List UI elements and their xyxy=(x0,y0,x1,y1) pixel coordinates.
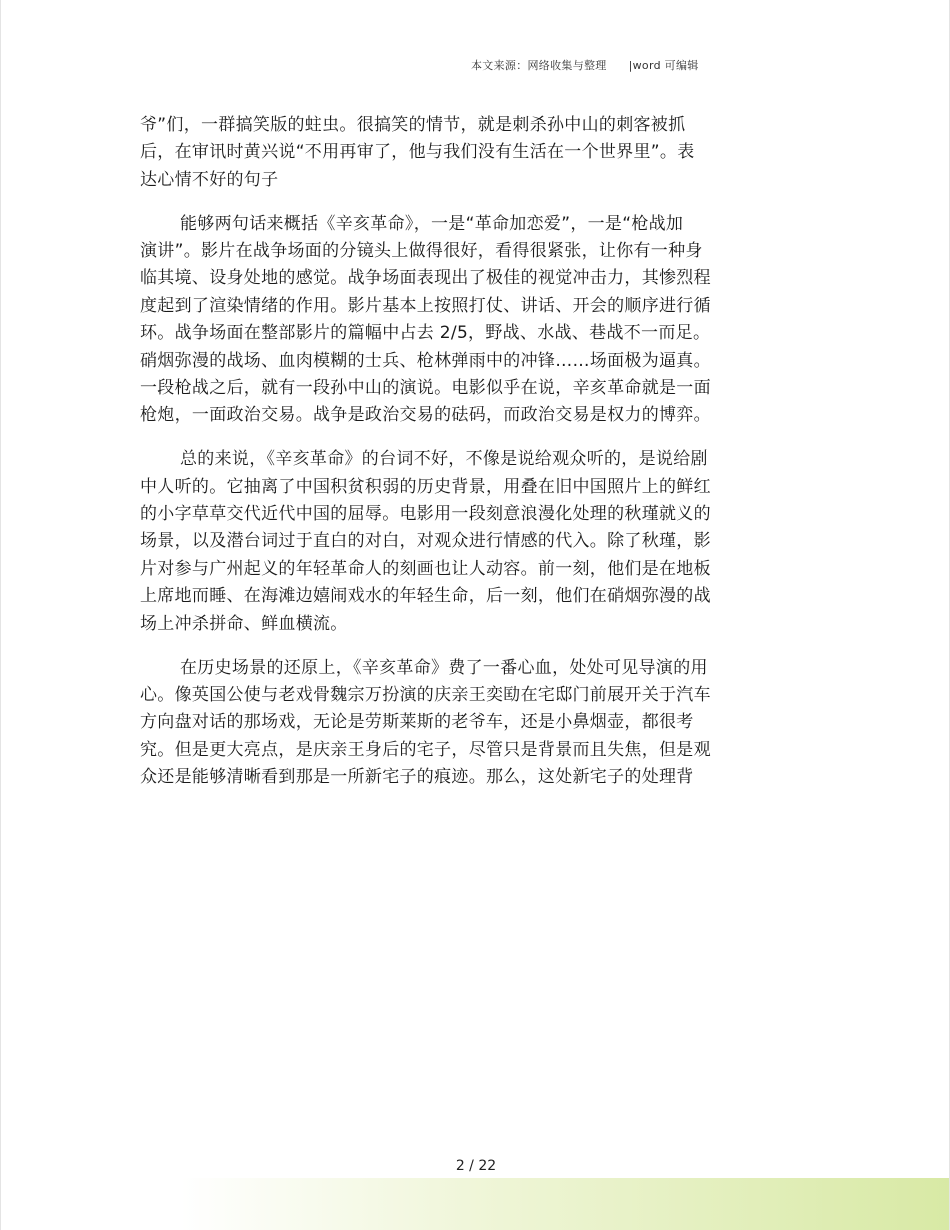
page-header xyxy=(471,57,699,73)
text-line: 心。像英国公使与老戏骨魏宗万扮演的庆亲王奕劻在宅邸门前展开关于汽车 xyxy=(140,684,711,705)
text-line: 爷”们，一群搞笑版的蛀虫。很搞笑的情节，就是刺杀孙中山的刺客被抓 xyxy=(140,115,686,135)
text-line: 众还是能够清晰看到那是一所新宅子的痕迹。那么，这处新宅子的处理背 xyxy=(140,767,694,788)
text-line: 场上冲杀拼命、鲜血横流。 xyxy=(140,613,348,634)
text-line: 临其境、设身处地的感觉。战争场面表现出了极佳的视觉冲击力，其惨烈程 xyxy=(140,268,711,289)
header-edit-note: |word 可编辑 xyxy=(628,59,699,72)
text-line: 一段枪战之后，就有一段孙中山的演说。电影似乎在说，辛亥革命就是一面 xyxy=(140,378,711,399)
text-line: 中人听的。它抽离了中国积贫积弱的历史背景，用叠在旧中国照片上的鲜红 xyxy=(140,476,711,497)
text-line: 片对参与广州起义的年轻革命人的刻画也让人动容。前一刻，他们是在地板 xyxy=(140,558,711,579)
paragraph xyxy=(140,655,780,792)
text-line: 枪炮，一面政治交易。战争是政治交易的砝码，而政治交易是权力的博弈。 xyxy=(140,405,711,426)
text-line: 度起到了渲染情绪的作用。影片基本上按照打仗、讲话、开会的顺序进行循 xyxy=(140,295,711,316)
paragraph xyxy=(140,112,780,194)
text-line: 后，在审讯时黄兴说“不用再审了，他与我们没有生活在一个世界里”。表 xyxy=(140,142,695,163)
text-line: 方向盘对话的那场戏，无论是劳斯莱斯的老爷车，还是小鼻烟壶，都很考 xyxy=(140,712,694,733)
text-line: 达心情不好的句子 xyxy=(140,169,279,190)
header-source: 本文来源：网络收集与整理 xyxy=(471,59,607,72)
paragraph xyxy=(140,446,780,638)
text-line: 在历史场景的还原上，《辛亥革命》费了一番心血，处处可见导演的用 xyxy=(180,657,708,678)
text-line: 硝烟弥漫的战场、血肉模糊的士兵、枪林弹雨中的冲锋……场面极为逼真。 xyxy=(140,350,711,371)
text-line: 上席地而睡、在海滩边嬉闹戏水的年轻生命，后一刻，他们在硝烟弥漫的战 xyxy=(140,586,711,607)
text-line: 场景，以及潜台词过于直白的对白，对观众进行情感的代入。除了秋瑾，影 xyxy=(140,531,711,552)
document-body xyxy=(140,112,780,808)
text-line: 演讲”。影片在战争场面的分镜头上做得很好，看得很紧张，让你有一种身 xyxy=(140,241,703,262)
text-line: 能够两句话来概括《辛亥革命》，一是“革命加恋爱”，一是“枪战加 xyxy=(180,213,684,234)
text-line: 的小字草草交代近代中国的屈辱。电影用一段刻意浪漫化处理的秋瑾就义的 xyxy=(140,504,711,525)
text-line: 环。战争场面在整部影片的篇幅中占去 2/5，野战、水战、巷战不一而足。 xyxy=(140,323,711,344)
decorative-footer-band xyxy=(181,1178,949,1230)
paragraph xyxy=(140,211,780,430)
text-line: 究。但是更大亮点，是庆亲王身后的宅子，尽管只是背景而且失焦，但是观 xyxy=(140,739,711,760)
page-number: 2 / 22 xyxy=(455,1158,497,1174)
text-line: 总的来说，《辛亥革命》的台词不好，不像是说给观众听的，是说给剧 xyxy=(180,449,708,470)
